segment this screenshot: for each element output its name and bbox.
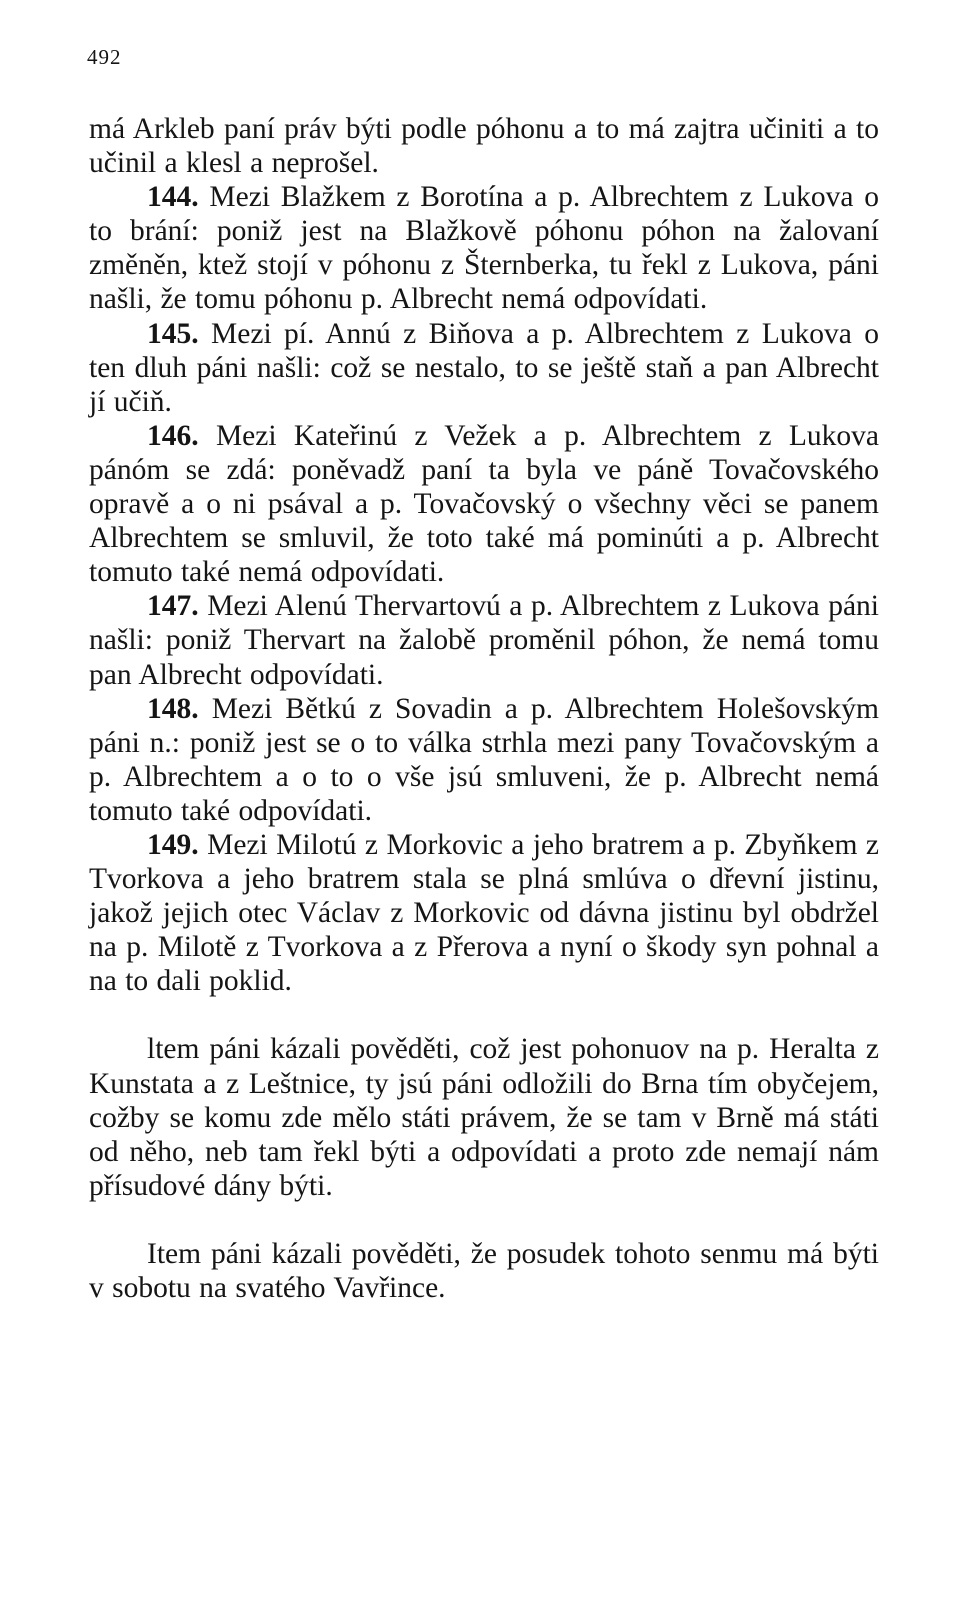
entry-144: [89, 180, 879, 316]
entry-number: 147.: [147, 590, 199, 623]
entry-147: [89, 589, 879, 691]
closing-paragraph-posudek: Item páni kázali pověděti, že posudek tohoto senmu má býti v sobotu na svatého Vavřince.: [89, 1237, 879, 1304]
entry-146: [89, 419, 879, 589]
entry-149: [89, 828, 879, 998]
text-column: [89, 112, 879, 1305]
entry-number: 148.: [147, 692, 199, 725]
closing-paragraph-heralt: ltem páni kázali pověděti, což jest pohonuov na p. Heralta z Kunstata a z Leštnice, ty jsú páni odložili do Brna tím obyčejem, cožby se komu zde mělo státi právem, že se tam v Brně má státi od něho, neb tam řekl býti a odpovídati a proto zde nemají nám přísudové dány býti.: [89, 1033, 879, 1202]
entry-number: 149.: [147, 828, 199, 861]
entry-text: Mezi Kateřinú z Vežek a p. Albrechtem z Lukova pánóm se zdá: poněvadž paní ta byla ve páně Tovačovského opravě a o ni psával a p. Tovačovský o všechny věci se panem Albrechtem se smluvil, že toto také má pominúti a p. Albrecht tomuto také nemá odpovídati.: [89, 419, 879, 589]
entry-text: Mezi pí. Annú z Biňova a p. Albrechtem z Lukova o ten dluh páni našli: což se nestalo, to se ještě staň a pan Albrecht jí učiň.: [89, 317, 880, 418]
entry-number: 146.: [147, 419, 199, 452]
paragraph-text: má Arkleb paní práv býti podle póhonu a to má zajtra učiniti a to učinil a klesl a neprošel.: [89, 113, 879, 180]
entry-number: 145.: [147, 317, 199, 350]
entry-148: [89, 692, 879, 828]
paragraph-continuation: [89, 112, 879, 180]
entry-145: [89, 317, 879, 419]
entry-text: Mezi Alenú Thervartovú a p. Albrechtem z Lukova páni našli: poniž Thervart na žalobě proměnil póhon, že nemá tomu pan Albrecht odpovídati.: [89, 590, 879, 691]
entry-text: Mezi Blažkem z Borotína a p. Albrechtem z Lukova o to brání: poniž jest na Blažkově póhonu póhon na žalovaní změněn, ktež stojí v póhonu z Šternberka, tu řekl z Lukova, páni našli, že tomu póhonu p. Albrecht nemá odpovídati.: [89, 181, 879, 316]
entry-number: 144.: [147, 181, 199, 214]
entry-text: Mezi Bětkú z Sovadin a p. Albrechtem Holešovským páni n.: poniž jest se o to válka strhla mezi pany Tovačovským a p. Albrechtem a o to o vše jsú smluveni, že p. Albrecht nemá tomuto také odpovídati.: [89, 692, 879, 827]
entry-text: Mezi Milotú z Morkovic a jeho bratrem a p. Zbyňkem z Tvorkova a jeho bratrem stala se plná smlúva o dřevní jistinu, jakož jejich otec Václav z Morkovic od dávna jistinu byl obdržel na p. Milotě z Tvorkova a z Přerova a nyní o škody syn pohnal a na to dali poklid.: [89, 828, 880, 998]
page-number: 492: [87, 45, 122, 69]
